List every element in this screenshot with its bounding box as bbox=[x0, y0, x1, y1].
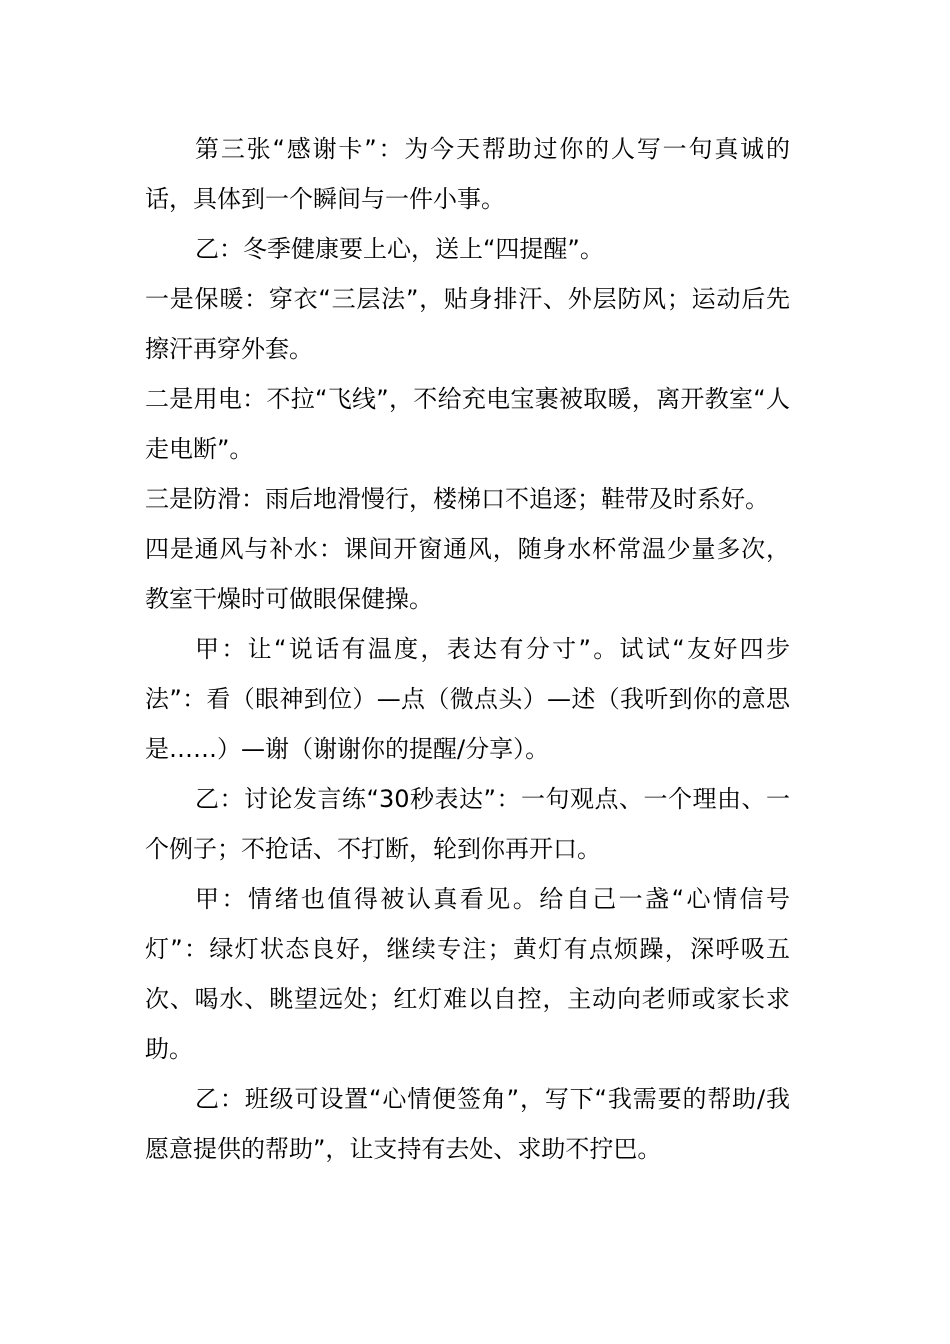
paragraph-anti-slip: 三是防滑：雨后地滑慢行，楼梯口不追逐；鞋带及时系好。 bbox=[145, 485, 769, 513]
paragraph-electricity: 二是用电：不拉“飞线”，不给充电宝裹被取暖，离开教室“人走电断”。 bbox=[145, 385, 790, 463]
document-body bbox=[145, 124, 790, 1174]
paragraph-mood-signal-light: 甲：情绪也值得被认真看见。给自己一盏“心情信号灯”：绿灯状态良好，继续专注；黄灯有点烦躁，深呼吸五次、喝水、眺望远处；红灯难以自控，主动向老师或家长求助。 bbox=[145, 885, 790, 1063]
paragraph-30-second-speech: 乙：讨论发言练“30秒表达”：一句观点、一个理由、一个例子；不抢话、不打断，轮到你再开口。 bbox=[145, 785, 790, 863]
paragraph-winter-health: 乙：冬季健康要上心，送上“四提醒”。 bbox=[195, 235, 604, 263]
paragraph-mood-notes-corner: 乙：班级可设置“心情便签角”，写下“我需要的帮助/我愿意提供的帮助”，让支持有去处、求助不拧巴。 bbox=[145, 1085, 790, 1163]
paragraph-thank-you-card: 第三张“感谢卡”：为今天帮助过你的人写一句真诚的话，具体到一个瞬间与一件小事。 bbox=[145, 135, 790, 213]
paragraph-ventilation-water: 四是通风与补水：课间开窗通风，随身水杯常温少量多次，教室干燥时可做眼保健操。 bbox=[145, 535, 790, 613]
paragraph-friendly-four-steps: 甲：让“说话有温度，表达有分寸”。试试“友好四步法”：看（眼神到位）—点（微点头）—述（我听到你的意思是……）—谢（谢谢你的提醒/分享）。 bbox=[145, 635, 790, 763]
paragraph-keep-warm: 一是保暖：穿衣“三层法”，贴身排汗、外层防风；运动后先擦汗再穿外套。 bbox=[145, 285, 790, 363]
